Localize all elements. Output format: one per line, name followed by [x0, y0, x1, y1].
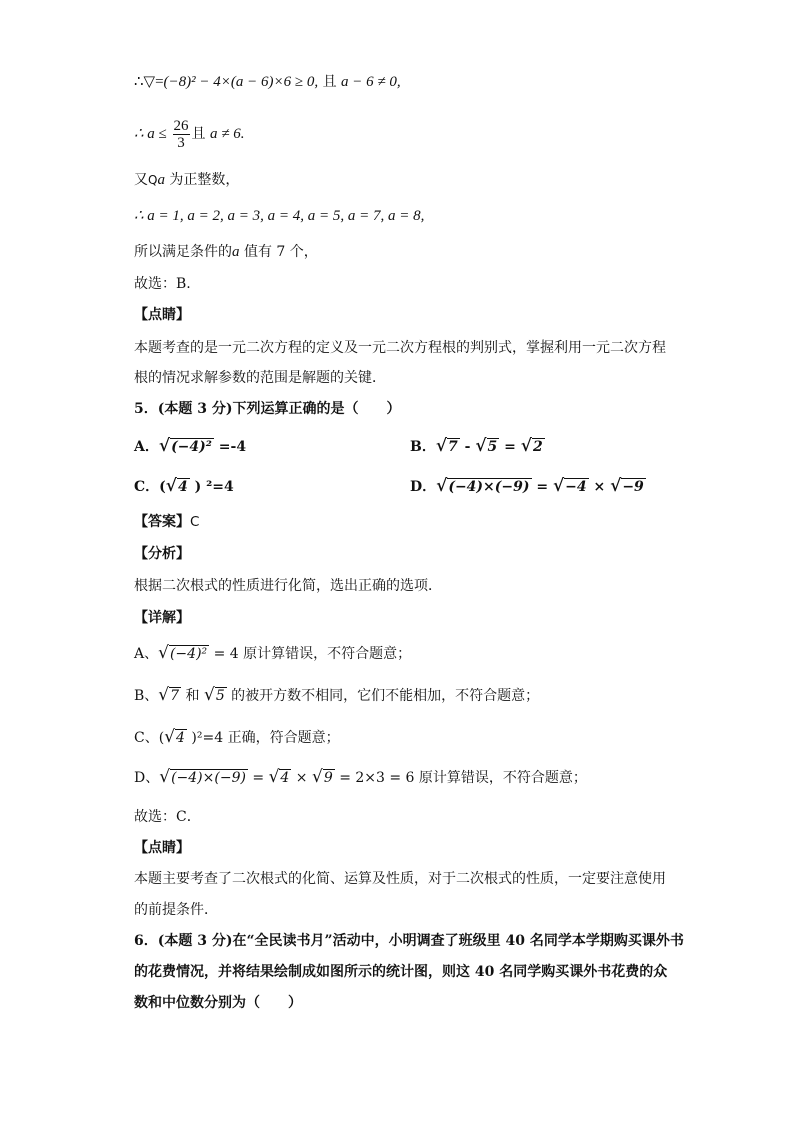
radical: √−9 [610, 476, 644, 496]
detail-b: B、√7 和 √5 的被开方数不相同，它们不能相加，不符合题意； [134, 685, 540, 705]
radical: √5 [475, 436, 498, 456]
derivation-line-bound: ∴ a ≤ $\frac{26}{3}$ 且 a ≠ 6. [134, 117, 245, 151]
tip-heading-q4: 【点睛】 [134, 307, 190, 323]
tip-text-q4-line2: 根的情况求解参数的范围是解题的关键． [134, 370, 386, 386]
q5-option-b: B．√7 - √5 = √2 [410, 436, 543, 456]
question-5-title: 5．(本题 3 分)下列运算正确的是（ ） [134, 401, 401, 417]
question-6-line2: 的花费情况，并将结果绘制成如图所示的统计图，则这 40 名同学购买课外书花费的众 [134, 964, 668, 980]
tip-text-q5-line1: 本题主要考查了二次根式的化简、运算及性质，对于二次根式的性质，一定要注意使用 [134, 871, 666, 887]
radical: √(−4)² [158, 643, 208, 663]
analysis-text: 根据二次根式的性质进行化简，选出正确的选项． [134, 578, 442, 594]
detail-c: C、(√4 )²=4 正确，符合题意； [134, 727, 340, 747]
answer-line: 【答案】C [134, 514, 200, 530]
radical: √(−4)×(−9) [436, 476, 530, 496]
radical: √9 [311, 767, 333, 787]
derivation-line-values: ∴ a = 1, a = 2, a = 3, a = 4, a = 5, a = 7, a = 8, [134, 208, 425, 224]
radical: √7 [435, 436, 458, 456]
q5-option-c: C．(√4 ) ²=4 [134, 476, 234, 496]
radical: √7 [158, 685, 180, 705]
radical: √−4 [552, 476, 587, 496]
question-6-line3: 数和中位数分别为（ ） [134, 995, 302, 1011]
tip-text-q4-line1: 本题考查的是一元二次方程的定义及一元二次方程根的判别式，掌握利用一元二次方程 [134, 340, 666, 356]
derivation-line-count: 所以满足条件的a 值有 7 个， [134, 244, 318, 260]
radical: √4 [164, 727, 185, 747]
radical: √4 [165, 476, 188, 496]
choose-line-q5: 故选：C． [134, 809, 201, 825]
radical: √(−4)² [158, 436, 212, 456]
question-6-line1: 6．(本题 3 分)在“全民读书月”活动中，小明调查了班级里 40 名同学本学期购买课外书 [134, 933, 684, 949]
tip-text-q5-line2: 的前提条件． [134, 902, 218, 918]
q5-option-d: D．√(−4)×(−9) = √−4 × √−9 [410, 476, 644, 496]
detail-a: A、√(−4)² = 4 原计算错误，不符合题意； [134, 643, 412, 663]
radical: √2 [520, 436, 543, 456]
tip-heading-q5: 【点睛】 [134, 840, 190, 856]
derivation-line-discriminant: ∴▽=(−8)² − 4×(a − 6)×6 ≥ 0, 且 a − 6 ≠ 0, [134, 74, 401, 90]
analysis-heading: 【分析】 [134, 546, 190, 562]
derivation-line-positive-integer: 又Qa 为正整数， [134, 172, 240, 188]
choose-line-q4: 故选：B. [134, 276, 191, 292]
radical: √4 [268, 767, 290, 787]
fraction: $\frac{26}{3}$ [173, 117, 189, 151]
detail-d: D、√(−4)×(−9) = √4 × √9 = 2×3 = 6 原计算错误，不符合题意； [134, 767, 587, 787]
radical: √(−4)×(−9) [159, 767, 246, 787]
radical: √5 [203, 685, 225, 705]
q5-option-a: A．√(−4)² =-4 [134, 436, 247, 456]
detail-heading: 【详解】 [134, 610, 190, 626]
